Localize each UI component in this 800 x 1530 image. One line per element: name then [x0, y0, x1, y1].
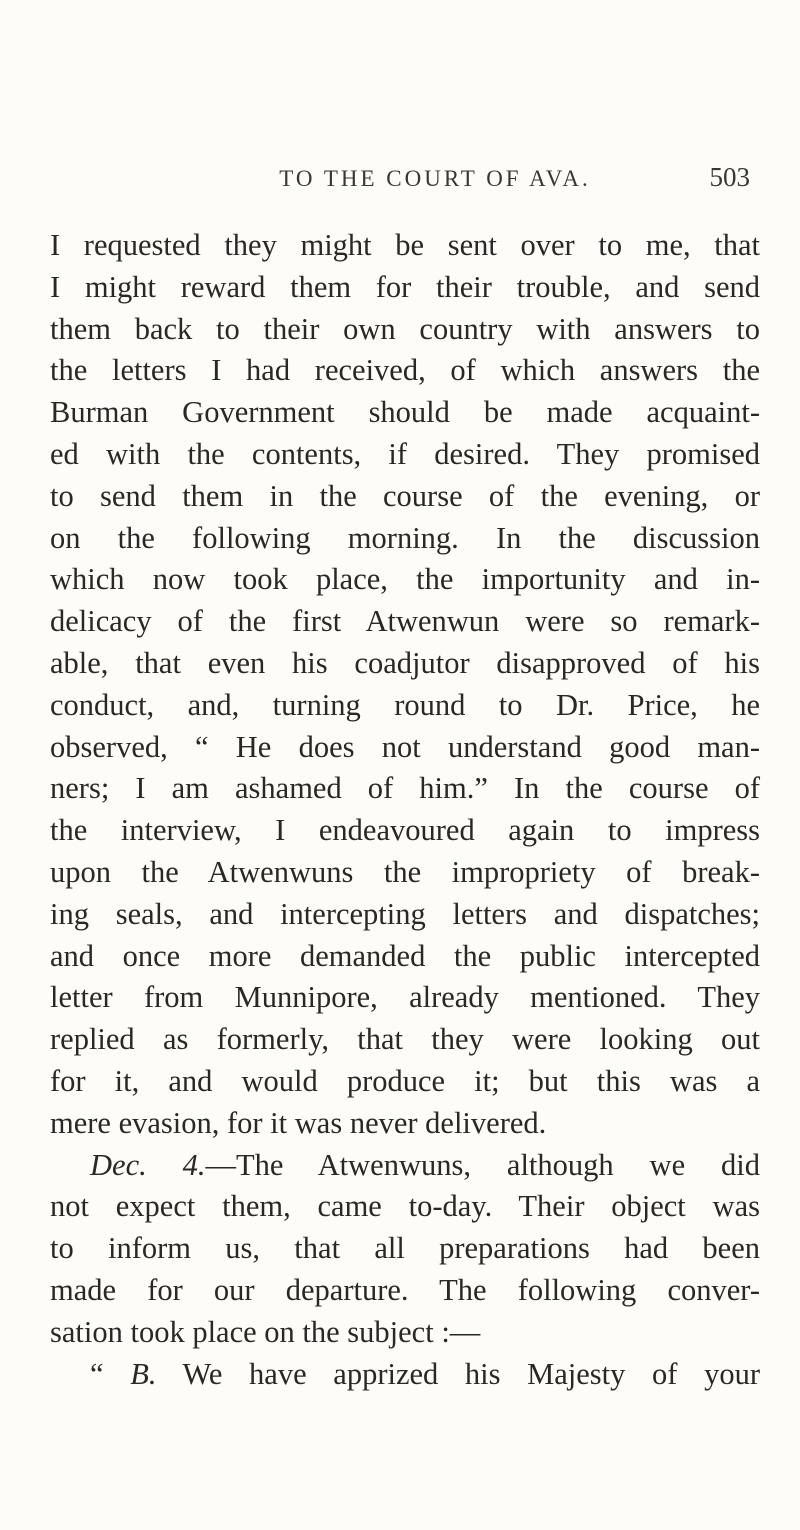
text-line: observed, “ He does not understand good man- — [50, 729, 760, 764]
body-text — [50, 225, 760, 1395]
text-span: —The Atwenwuns, although we did — [205, 1147, 760, 1182]
text-line: replied as formerly, that they were looking out — [50, 1022, 760, 1057]
diary-entry-line — [50, 1145, 760, 1187]
text-line: them back to their own country with answers to — [50, 311, 760, 346]
running-title: TO THE COURT OF AVA. — [279, 166, 591, 191]
speaker-label: B. — [130, 1356, 157, 1391]
text-line: conduct, and, turning round to Dr. Price, he — [50, 687, 760, 722]
running-head — [120, 160, 750, 200]
text-span: We have apprized his Majesty of your — [156, 1356, 760, 1391]
text-line: on the following morning. In the discussion — [50, 520, 760, 555]
date-label: Dec. 4. — [90, 1147, 206, 1182]
text-line: for it, and would produce it; but this was a — [50, 1063, 760, 1098]
text-line: upon the Atwenwuns the impropriety of break- — [50, 854, 760, 889]
text-line: letter from Munnipore, already mentioned. They — [50, 980, 760, 1015]
text-line: ing seals, and intercepting letters and dispatches; — [50, 896, 760, 931]
text-line: which now took place, the importunity and in- — [50, 562, 760, 597]
text-line: the interview, I endeavoured again to impress — [50, 813, 760, 848]
text-line: able, that even his coadjutor disapproved of his — [50, 645, 760, 680]
text-line: Burman Government should be made acquaint- — [50, 395, 760, 430]
open-quote: “ — [90, 1356, 131, 1391]
text-line: ed with the contents, if desired. They promised — [50, 436, 760, 471]
text-line: not expect them, came to-day. Their object was — [50, 1189, 760, 1224]
text-line: made for our departure. The following conver- — [50, 1272, 760, 1307]
text-line: to inform us, that all preparations had been — [50, 1231, 760, 1266]
text-line: ners; I am ashamed of him.” In the course of — [50, 771, 760, 806]
page-number: 503 — [709, 162, 750, 192]
text-line: I might reward them for their trouble, and send — [50, 269, 760, 304]
text-line: and once more demanded the public intercepted — [50, 938, 760, 973]
text-line: mere evasion, for it was never delivered. — [50, 1105, 547, 1140]
dialogue-line — [50, 1354, 760, 1396]
text-line: sation took place on the subject :— — [50, 1314, 481, 1349]
text-line: the letters I had received, of which answers the — [50, 353, 760, 388]
text-line: delicacy of the first Atwenwun were so remark- — [50, 604, 760, 639]
text-line: to send them in the course of the evening, or — [50, 478, 760, 513]
text-line: I requested they might be sent over to me, that — [50, 228, 760, 262]
